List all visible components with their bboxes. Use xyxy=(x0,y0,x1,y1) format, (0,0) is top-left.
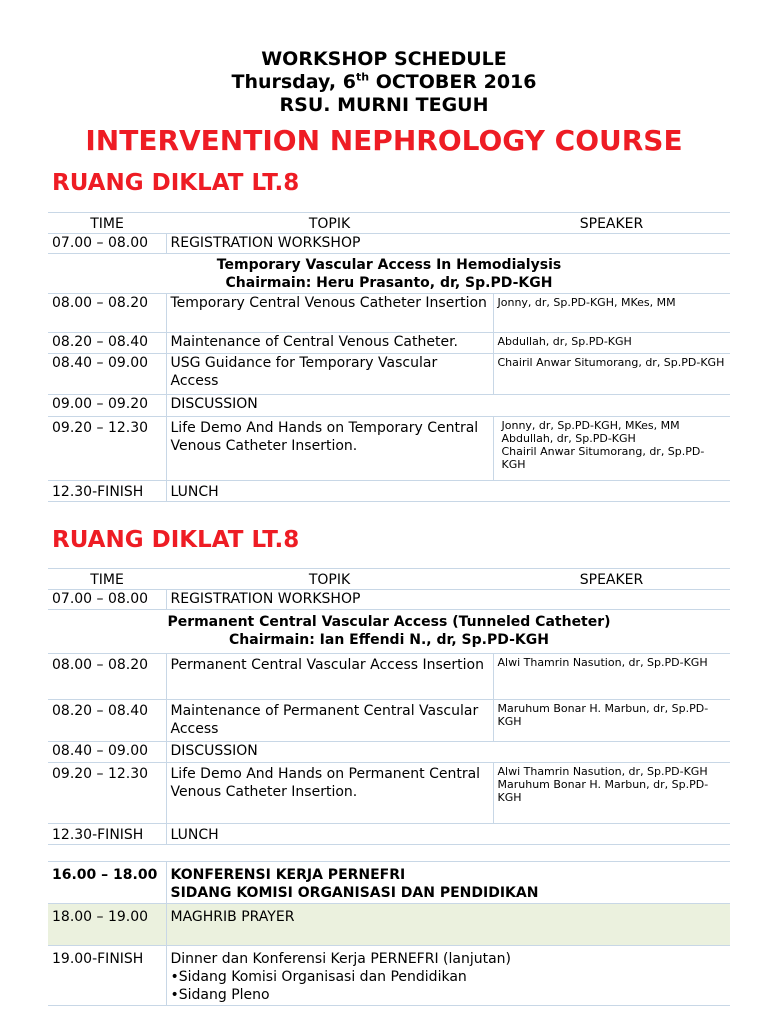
table-row: 08.40 – 09.00 DISCUSSION xyxy=(48,742,730,763)
table-row: 09.00 – 09.20 DISCUSSION xyxy=(48,395,730,417)
schedule-title: WORKSHOP SCHEDULE xyxy=(261,48,507,70)
schedule-date: Thursday, 6th OCTOBER 2016 xyxy=(231,70,537,93)
table-header-row xyxy=(48,213,730,234)
session-chair: Chairmain: Ian Effendi N., dr, Sp.PD-KGH xyxy=(229,632,549,648)
table-row: 18.00 – 19.00 MAGHRIB PRAYER xyxy=(48,904,730,946)
session-row xyxy=(48,610,730,654)
table-row: 08.20 – 08.40 Maintenance of Central Venous Catheter. Abdullah, dr, Sp.PD-KGH xyxy=(48,333,730,354)
table-row: 16.00 – 18.00 KONFERENSI KERJA PERNEFRI SIDANG KOMISI ORGANISASI DAN PENDIDIKAN xyxy=(48,862,730,904)
session-row xyxy=(48,254,730,294)
col-header-time: TIME xyxy=(90,216,124,232)
room-title-2: RUANG DIKLAT LT.8 xyxy=(52,527,300,553)
table-row: 07.00 – 08.00 REGISTRATION WORKSHOP xyxy=(48,234,730,254)
table-header-row xyxy=(48,569,730,590)
table-row: 08.00 – 08.20 Permanent Central Vascular Access Insertion Alwi Thamrin Nasution, dr, Sp.PD-KGH xyxy=(48,654,730,700)
table-row: 08.40 – 09.00 USG Guidance for Temporary Vascular Access Chairil Anwar Situmorang, dr, Sp.PD-KGH xyxy=(48,354,730,395)
table-row: 08.20 – 08.40 Maintenance of Permanent Central Vascular Access Maruhum Bonar H. Marbun, dr, Sp.PD-KGH xyxy=(48,700,730,742)
table-row: 07.00 – 08.00 REGISTRATION WORKSHOP xyxy=(48,590,730,610)
schedule-venue: RSU. MURNI TEGUH xyxy=(279,94,489,116)
table-row: 19.00-FINISH Dinner dan Konferensi Kerja PERNEFRI (lanjutan) •Sidang Komisi Organisasi dan Pendidikan •Sidang Pleno xyxy=(48,946,730,1006)
schedule-table-3 xyxy=(48,861,730,1006)
room-title-1: RUANG DIKLAT LT.8 xyxy=(52,170,300,196)
course-title: INTERVENTION NEPHROLOGY COURSE xyxy=(85,124,683,157)
col-header-time: TIME xyxy=(90,572,124,588)
session-title: Permanent Central Vascular Access (Tunneled Catheter) xyxy=(167,614,611,630)
table-row: 09.20 – 12.30 Life Demo And Hands on Permanent Central Venous Catheter Insertion. Alwi Thamrin Nasution, dr, Sp.PD-KGH Maruhum Bonar H. Marbun, dr, Sp.PD-KGH xyxy=(48,763,730,824)
schedule-table-1 xyxy=(48,212,730,502)
col-header-topic: TOPIK xyxy=(308,572,351,588)
col-header-speaker: SPEAKER xyxy=(579,216,644,232)
session-title: Temporary Vascular Access In Hemodialysis xyxy=(216,257,562,273)
table-row: 09.20 – 12.30 Life Demo And Hands on Temporary Central Venous Catheter Insertion. Jonny, dr, Sp.PD-KGH, MKes, MM Abdullah, dr, Sp.PD-KGH Chairil Anwar Situmorang, dr, Sp.PD-KGH xyxy=(48,417,730,481)
table-row: 08.00 – 08.20 Temporary Central Venous Catheter Insertion Jonny, dr, Sp.PD-KGH, MKes, MM xyxy=(48,294,730,333)
schedule-table-2 xyxy=(48,568,730,845)
table-row: 12.30-FINISH LUNCH xyxy=(48,824,730,845)
col-header-speaker: SPEAKER xyxy=(579,572,644,588)
table-row: 12.30-FINISH LUNCH xyxy=(48,481,730,502)
schedule-header xyxy=(0,48,768,117)
col-header-topic: TOPIK xyxy=(308,216,351,232)
session-chair: Chairmain: Heru Prasanto, dr, Sp.PD-KGH xyxy=(225,275,553,291)
